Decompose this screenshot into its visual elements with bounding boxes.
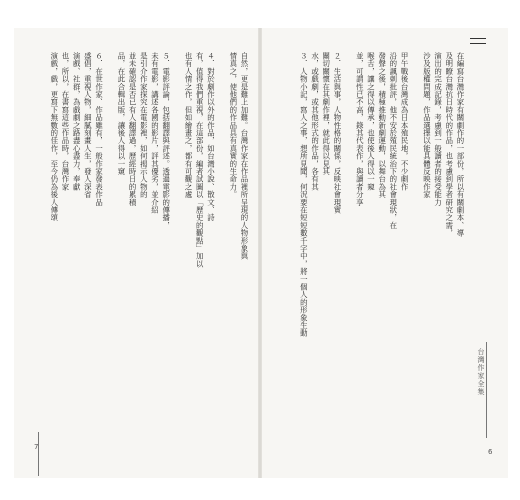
section-marker-stroke <box>470 38 486 39</box>
text-column: 並，可謂性已不高，錄其代表作，與讀者分享 <box>355 52 365 206</box>
text-column <box>105 52 116 422</box>
text-column: 盛倡，重視人物，細膩刻畫人生，發人深省 <box>83 52 93 199</box>
text-column: 演戲，戲，更寫下無數的佳作，至今仍為後人傳頌 <box>49 52 59 222</box>
right-page <box>262 28 508 478</box>
text-column: ２．生活與事，人物性格的關係，反映社會現實 <box>332 52 342 214</box>
text-column: 演戲、社群，為戲劇之路盡心盡力，奉獻 <box>72 52 82 191</box>
text-column: 並未確認是否已有人翻譯過，歷經時日的累積 <box>128 52 138 206</box>
text-column: 品，在此合輯出版，讓後人得以一窺 <box>116 52 126 176</box>
text-column: 是引介作家探究在電影裡，如何揭示人物的 <box>139 52 149 199</box>
text-column: 演出的完成記錄，考慮到一般讀者的接受能力 <box>433 52 443 206</box>
text-column: 也有人情之作，但如繪畫之，都有可觀之處 <box>184 52 194 199</box>
text-column: 關切關懷在其劇作裡，就此得以見其 <box>321 52 331 176</box>
page-number: 7 <box>34 443 39 451</box>
text-column: ５．電影評論，包括翻譯與評述。透過電影的傳播， <box>161 52 171 230</box>
left-page <box>14 28 258 478</box>
text-column: ６．在世作家、作品雖有，一般作家發表作品 <box>94 52 104 206</box>
left-text-columns <box>26 52 250 422</box>
text-column <box>216 52 227 422</box>
page-number: 6 <box>488 448 493 456</box>
text-column: 甲午戰後台灣成為日本殖民地，不少劇作 <box>400 52 410 191</box>
text-column: 也，所以，在書寫這些作品時，台灣作家 <box>61 52 70 191</box>
text-column: 自然，更是難上加難。台灣作家在作品裡所呈現的人物形象與 <box>240 52 249 260</box>
text-column: 情真之，使他們的作品具有真實的生命力。 <box>228 52 238 199</box>
section-marker <box>470 36 486 46</box>
text-column <box>172 52 183 422</box>
text-column: 發聲之後，積極推動新劇運動，以舞台為其 <box>377 52 387 199</box>
text-column: ３．人物小記，寫人之事，想所見聞，何況要在短短數千字中，將一個人的形象生動 <box>299 52 309 337</box>
text-column: 及明瞭台灣抗日時代的作品，也考慮到學者研究之需， <box>444 52 454 237</box>
footer-rule <box>38 432 39 476</box>
text-column: 沿的諷刺批評，他不安於殖民統治下的社會現狀，在 <box>388 52 398 230</box>
text-column <box>410 52 421 422</box>
text-column: 喉舌，讓之得以傳承，也使後人得以一窺 <box>366 52 376 191</box>
text-column: 有，值得我們重視，在這部份，編者試圖以「歷史的觀點」加以 <box>195 52 205 268</box>
right-text-columns <box>276 52 466 422</box>
text-column <box>343 52 354 422</box>
running-head-rule <box>486 342 487 438</box>
text-column: 水，或戲劇，或其他形式的作品，各有其 <box>310 52 320 191</box>
text-column: ４．對於劇作以外的作品，如台灣小說、散文、詩 <box>206 52 216 222</box>
section-marker-stroke <box>470 43 486 44</box>
running-head: 台灣作家全集 <box>477 348 485 396</box>
text-column: 沙及版權問題，作品選擇以能具體反映作家 <box>422 52 432 199</box>
text-column: 在編寫台灣作家有關劇作的一部份，所以有關劇本、導 <box>456 52 465 237</box>
text-column: 未有電影，講述各國的影片，評其優劣，並介紹 <box>150 52 160 214</box>
